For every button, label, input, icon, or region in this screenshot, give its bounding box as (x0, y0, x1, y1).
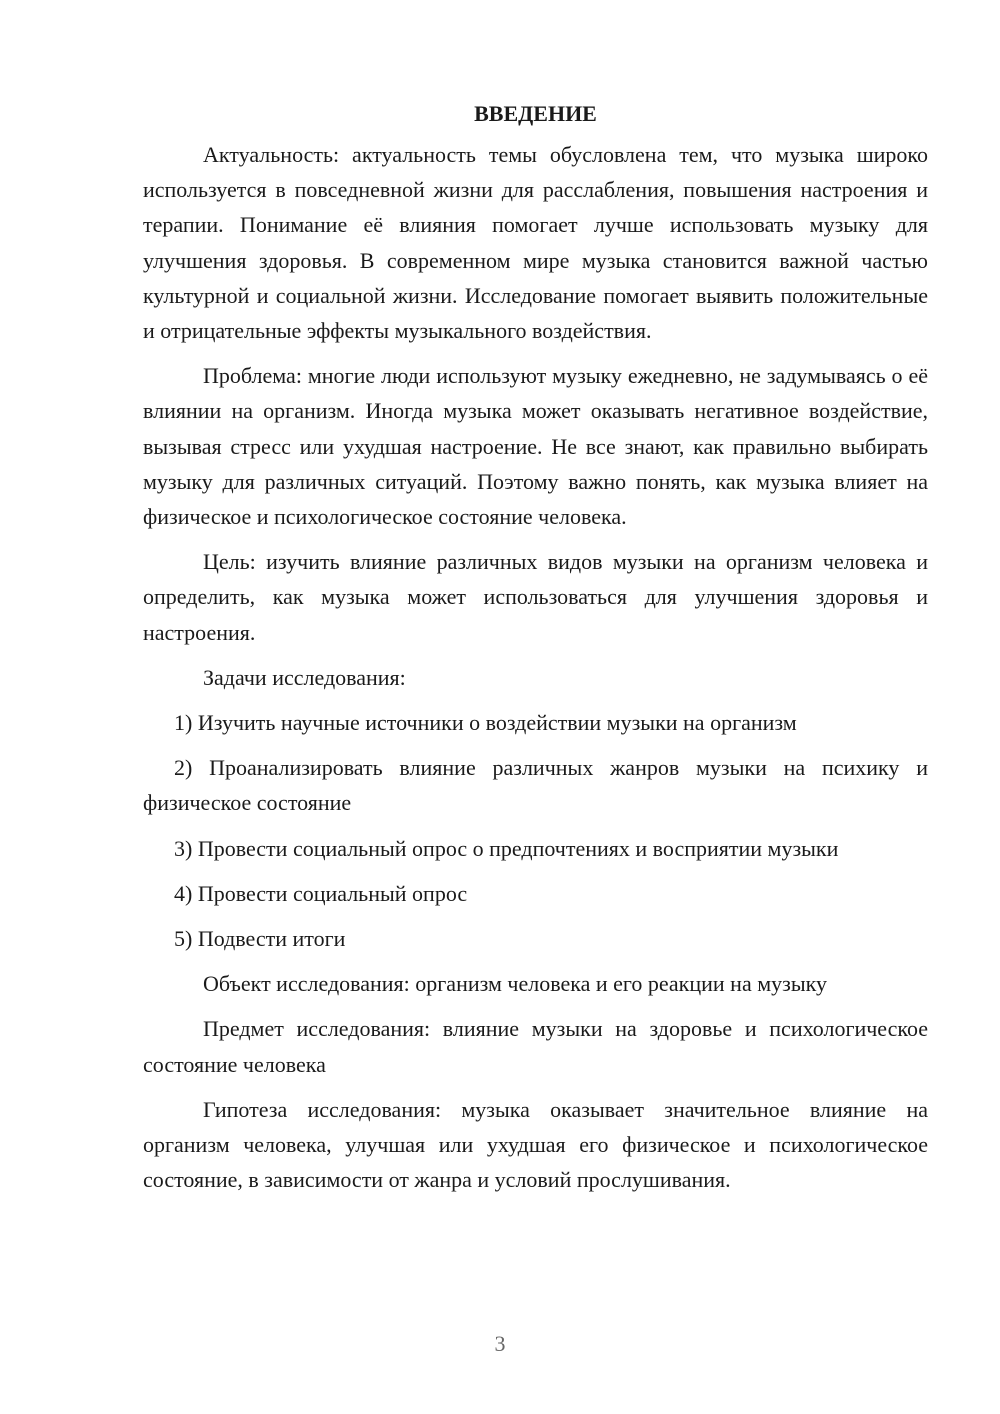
task-item-3: 3) Провести социальный опрос о предпочтениях и восприятии музыки (174, 835, 839, 861)
paragraph-problem: Проблема: многие люди используют музыку ежедневно, не задумываясь о её влиянии на организм. Иногда музыка может оказывать негативное воздействие, вызывая стресс или ухудшая настроение. Не все знают, как правильно выбирать музыку для различных ситуаций. Поэтому важно понять, как музыка влияет на физическое и психологическое состояние человека. (143, 363, 928, 530)
task-item-4: 4) Провести социальный опрос (174, 880, 468, 906)
task-item-1: 1) Изучить научные источники о воздействии музыки на организм (174, 710, 797, 736)
task-item-5: 5) Подвести итоги (174, 926, 346, 952)
page-title: ВВЕДЕНИЕ (474, 101, 597, 126)
paragraph-goal: Цель: изучить влияние различных видов музыки на организм человека и определить, как музыка может использоваться для улучшения здоровья и настроения. (143, 549, 928, 645)
paragraph-hypothesis: Гипотеза исследования: музыка оказывает значительное влияние на организм человека, улучшая или ухудшая его физическое и психологическое состояние, в зависимости от жанра и условий прослушивания. (143, 1096, 928, 1193)
paragraph-subject: Предмет исследования: влияние музыки на здоровье и психологическое состояние человека (143, 1016, 928, 1077)
tasks-heading: Задачи исследования: (203, 664, 406, 690)
page-content (143, 96, 928, 1207)
paragraph-relevance: Актуальность: актуальность темы обусловлена тем, что музыка широко используется в повседневной жизни для расслабления, повышения настроения и терапии. Понимание её влияния помогает лучше использовать музыку для улучшения здоровья. В современном мире музыка становится важной частью культурной и социальной жизни. Исследование помогает выявить положительные и отрицательные эффекты музыкального воздействия. (143, 142, 928, 344)
page-number: 3 (494, 1331, 506, 1356)
task-item-2: 2) Проанализировать влияние различных жанров музыки на психику и физическое состояние (143, 755, 928, 816)
paragraph-object: Объект исследования: организм человека и его реакции на музыку (203, 971, 827, 997)
